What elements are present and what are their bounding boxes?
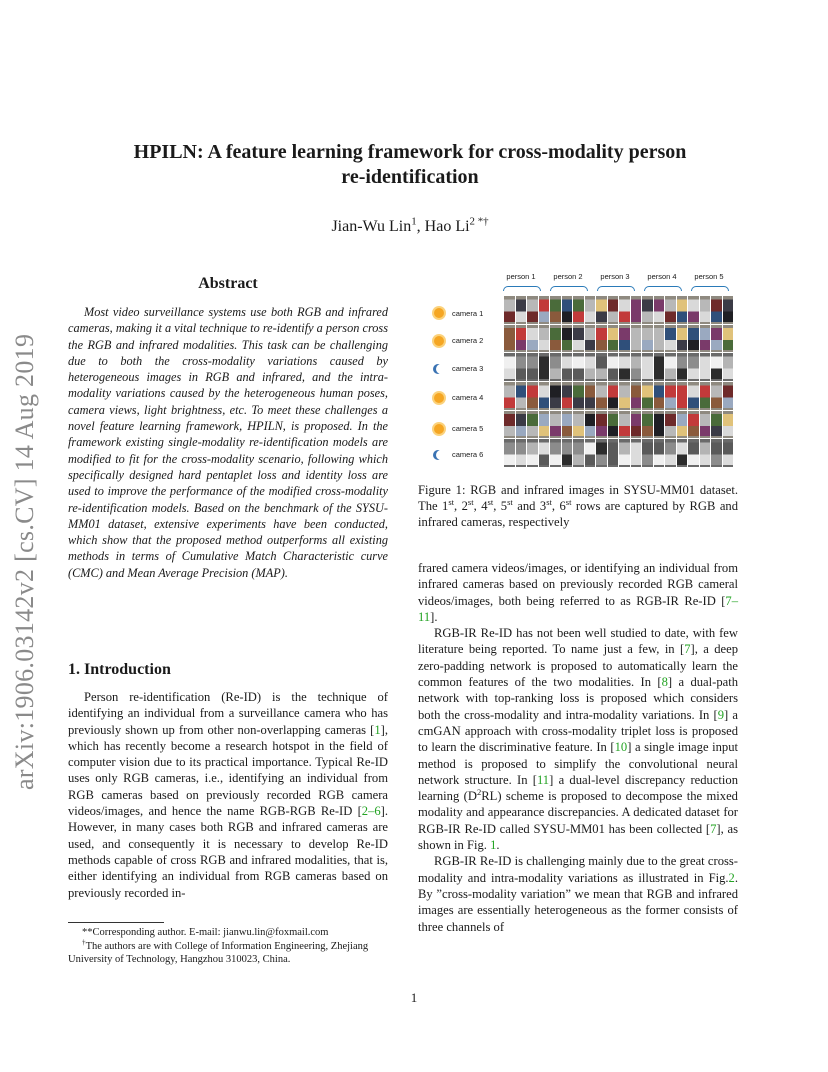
text-run: RL) scheme is proposed to decompose the mixed modality and appearance discrepancies. A dedicated dataset for RGB-IR Re-ID called SYSU-MM01 has been collected [ [418, 789, 738, 836]
person-thumbnail [642, 411, 653, 439]
citation-link[interactable]: 1 [374, 722, 381, 737]
person-thumbnail [504, 296, 515, 324]
text-run: ] a dual-path network with top-ranking loss is proposed which considers both the cross-modality and intra-modality variations. In [ [418, 675, 739, 722]
caption-text: , 4 [473, 499, 488, 513]
person-thumbnail [585, 325, 596, 353]
caption-sup: st [487, 496, 494, 507]
person-thumbnail [677, 439, 688, 467]
camera-label-1: camera 1 [452, 309, 484, 318]
brace-icon [597, 286, 635, 291]
footnote-rule [68, 922, 164, 923]
person-thumbnail [516, 411, 527, 439]
brace-icon [503, 286, 541, 291]
person-thumbnail [677, 411, 688, 439]
abstract-heading: Abstract [198, 275, 258, 292]
caption-text: Figure 1: RGB and infrared images in SYSU-MM01 dataset. The 1 [418, 483, 738, 513]
person-thumbnail [723, 439, 734, 467]
person-thumbnail [516, 325, 527, 353]
person-thumbnail [550, 353, 561, 381]
person-thumbnail [516, 353, 527, 381]
person-thumbnail [688, 382, 699, 410]
person-thumbnail [642, 382, 653, 410]
abstract-text [68, 304, 388, 581]
person-thumbnail [688, 353, 699, 381]
camera-label-4: camera 4 [452, 393, 484, 402]
person-thumbnail [539, 325, 550, 353]
person-thumbnail [585, 411, 596, 439]
person-thumbnail [688, 411, 699, 439]
person-thumbnail [527, 411, 538, 439]
person-thumbnail [665, 411, 676, 439]
intro-part-1: Person re-identification (Re-ID) is the technique of identifying an individual from a surveillance camera who has previously shown up from other non-overlapping cameras [ [68, 690, 388, 737]
text-run: RGB-IR Re-ID is challenging mainly due to the great cross-modality and intra-modality variations as illustrated in Fig. [418, 854, 738, 885]
figure-link[interactable]: 2 [728, 870, 735, 885]
person-thumbnail [723, 382, 734, 410]
person-image-grid [504, 296, 734, 468]
person-thumbnail [562, 382, 573, 410]
person-thumbnail [562, 353, 573, 381]
intro-part-2: ], which has recently become a research hotspot in the field of computer vision due to its practical importance. Typical Re-ID uses only RGB cameras, i.e., identifying an individual from RGB cameras based on previously recorded RGB camera videos/images, and hence the name RGB-RGB Re-ID [ [68, 722, 388, 819]
person-thumbnail [585, 382, 596, 410]
caption-text: rows are captured by RGB and infrared cameras, respectively [418, 499, 739, 529]
person-label-2: person 2 [553, 272, 583, 281]
person-thumbnail [654, 296, 665, 324]
author-separator: , [416, 218, 425, 235]
person-thumbnail [516, 296, 527, 324]
paragraph-continued [418, 560, 738, 625]
person-thumbnail [596, 325, 607, 353]
section-heading: 1. Introduction [68, 661, 171, 678]
person-thumbnail [573, 411, 584, 439]
person-thumbnail [608, 353, 619, 381]
person-label-1: person 1 [506, 272, 536, 281]
text-run: ]. [430, 609, 438, 624]
footnote-2-text: The authors are with College of Information Engineering, Zhejiang University of Technology, Hangzhou 310023, China. [68, 940, 369, 965]
person-thumbnail [539, 296, 550, 324]
person-thumbnail [642, 296, 653, 324]
person-thumbnail [619, 296, 630, 324]
person-thumbnail [642, 353, 653, 381]
person-thumbnail [504, 382, 515, 410]
text-run: ], as shown in Fig. [418, 821, 738, 853]
authors [60, 215, 760, 236]
person-thumbnail [550, 325, 561, 353]
text-run: RGB-IR Re-ID has not been well studied to date, with few literature being reported. To name just a few, in [ [418, 626, 738, 657]
person-thumbnail [654, 325, 665, 353]
right-column-text [418, 560, 738, 935]
caption-text: , 5 [493, 499, 508, 513]
person-thumbnail [573, 296, 584, 324]
person-thumbnail [665, 325, 676, 353]
person-thumbnail [596, 353, 607, 381]
person-thumbnail [631, 296, 642, 324]
text-run: ] a single image input method is proposed to simplify the convolutional neural network structure. In [ [418, 740, 738, 787]
person-thumbnail [619, 382, 630, 410]
caption-sup: st [546, 496, 552, 507]
person-label-5: person 5 [694, 272, 724, 281]
citation-link[interactable]: 8 [661, 675, 668, 690]
person-thumbnail [631, 382, 642, 410]
person-thumbnail [562, 411, 573, 439]
moon-icon [436, 450, 446, 460]
person-thumbnail [550, 411, 561, 439]
text-run: ] a dual-level discrepancy reduction learning (D [418, 772, 739, 804]
person-thumbnail [596, 411, 607, 439]
person-thumbnail [654, 411, 665, 439]
person-thumbnail [596, 382, 607, 410]
person-thumbnail [608, 325, 619, 353]
caption-sup: st [448, 496, 455, 507]
person-thumbnail [677, 325, 688, 353]
person-thumbnail [504, 411, 515, 439]
person-thumbnail [723, 296, 734, 324]
person-thumbnail [504, 353, 515, 381]
person-thumbnail [573, 382, 584, 410]
person-thumbnail [619, 439, 630, 467]
person-thumbnail [608, 296, 619, 324]
caption-sup: st [507, 496, 513, 507]
person-thumbnail [573, 325, 584, 353]
sun-icon [434, 308, 444, 318]
person-thumbnail [619, 325, 630, 353]
person-thumbnail [631, 353, 642, 381]
page-number: 1 [410, 990, 418, 1005]
person-thumbnail [527, 439, 538, 467]
person-thumbnail [562, 296, 573, 324]
person-thumbnail [654, 439, 665, 467]
sun-icon [434, 424, 444, 434]
person-thumbnail [688, 439, 699, 467]
title-line-2: re-identification [341, 166, 479, 188]
person-thumbnail [642, 325, 653, 353]
person-thumbnail [654, 353, 665, 381]
moon-icon [436, 364, 446, 374]
author-1-affiliation: 1 [411, 215, 417, 228]
person-label-4: person 4 [647, 272, 677, 281]
citation-link[interactable]: 11 [536, 772, 550, 787]
person-thumbnail [631, 325, 642, 353]
footnote-2 [68, 940, 388, 967]
person-thumbnail [642, 439, 653, 467]
person-thumbnail [700, 439, 711, 467]
camera-label-2: camera 2 [452, 336, 484, 345]
caption-sup: st [565, 496, 572, 507]
person-thumbnail [665, 439, 676, 467]
person-thumbnail [539, 382, 550, 410]
person-thumbnail [539, 353, 550, 381]
person-thumbnail [700, 353, 711, 381]
person-thumbnail [665, 296, 676, 324]
paper-title [60, 140, 760, 190]
camera-label-3: camera 3 [452, 364, 484, 373]
person-thumbnail [711, 411, 722, 439]
text-run: . By ”cross-modality variation” we mean that RGB and infrared images are essentially heterogeneous as the former consists of three channels of [418, 870, 738, 934]
person-thumbnail [516, 382, 527, 410]
citation-link[interactable]: 7 [710, 821, 717, 836]
person-thumbnail [562, 325, 573, 353]
person-thumbnail [562, 439, 573, 467]
title-line-1: HPILN: A feature learning framework for cross-modality person [133, 141, 687, 163]
person-thumbnail [539, 411, 550, 439]
intro-paragraph [68, 689, 388, 901]
figure-1 [416, 272, 738, 476]
person-thumbnail [550, 382, 561, 410]
citation-link[interactable]: 2–6 [361, 804, 381, 819]
person-thumbnail [711, 353, 722, 381]
paragraph-challenges [418, 853, 738, 934]
text-run: ] a cmGAN approach with cross-modality triplet loss is proposed to learn the discriminative feature. In [ [418, 707, 738, 755]
intro-text [68, 689, 388, 901]
person-thumbnail [573, 353, 584, 381]
person-thumbnail [665, 353, 676, 381]
caption-text: , 2 [454, 499, 468, 513]
citation-link[interactable]: 7 [684, 642, 691, 657]
person-thumbnail [711, 296, 722, 324]
person-thumbnail [711, 439, 722, 467]
sun-icon [434, 336, 444, 346]
person-thumbnail [608, 439, 619, 467]
person-thumbnail [516, 439, 527, 467]
caption-text: , 6 [551, 499, 566, 513]
person-thumbnail [596, 296, 607, 324]
person-thumbnail [688, 296, 699, 324]
person-thumbnail [550, 296, 561, 324]
person-thumbnail [585, 353, 596, 381]
text-run: . [496, 838, 500, 853]
author-1: Jian-Wu Lin [331, 218, 412, 235]
person-thumbnail [654, 382, 665, 410]
camera-label-5: camera 5 [452, 424, 484, 433]
person-thumbnail [665, 382, 676, 410]
person-thumbnail [585, 296, 596, 324]
figure-link[interactable]: 1 [490, 838, 497, 853]
citation-link[interactable]: 7–11 [418, 593, 738, 624]
person-thumbnail [550, 439, 561, 467]
person-thumbnail [527, 353, 538, 381]
intro-part-3: ]. However, in many cases both RGB and infrared cameras are used, and consequently it is necessary to develop Re-ID methods capable of cross RGB and infrared modalities, that is, either identifying an individual from RGB cameras based on previously recorded in- [68, 804, 388, 900]
brace-icon [550, 286, 588, 291]
person-thumbnail [711, 382, 722, 410]
camera-label-6: camera 6 [452, 450, 484, 459]
person-thumbnail [504, 325, 515, 353]
person-thumbnail [723, 411, 734, 439]
brace-icon [644, 286, 682, 291]
person-thumbnail [677, 296, 688, 324]
citation-link[interactable]: 10 [614, 740, 628, 755]
person-thumbnail [700, 382, 711, 410]
paragraph-related-work [418, 625, 738, 853]
person-thumbnail [596, 439, 607, 467]
arxiv-stamp: arXiv:1906.03142v2 [cs.CV] 14 Aug 2019 [10, 333, 39, 790]
person-thumbnail [527, 296, 538, 324]
caption-sup: st [467, 496, 474, 507]
caption-text: and 3 [512, 499, 547, 513]
person-thumbnail [700, 296, 711, 324]
person-thumbnail [573, 439, 584, 467]
figure-caption [418, 482, 738, 530]
sun-icon [434, 393, 444, 403]
person-thumbnail [677, 353, 688, 381]
person-thumbnail [619, 411, 630, 439]
person-thumbnail [711, 325, 722, 353]
person-thumbnail [700, 325, 711, 353]
person-thumbnail [677, 382, 688, 410]
footnote-1: **Corresponding author. E-mail: jianwu.lin@foxmail.com [82, 927, 329, 938]
person-thumbnail [619, 353, 630, 381]
author-2-affiliation: 2 *† [469, 215, 489, 228]
text-run: ], a deep zero-padding network is proposed to automatically learn the common features of the two modalities. In [ [418, 642, 738, 690]
person-thumbnail [723, 325, 734, 353]
author-2: Hao Li [424, 218, 470, 235]
person-thumbnail [608, 411, 619, 439]
person-thumbnail [631, 439, 642, 467]
text-run: frared camera videos/images, or identifying an individual from infrared cameras based on previously recorded RGB cameral videos/images, both being referred to as RGB-IR Re-ID [ [418, 561, 738, 608]
person-thumbnail [608, 382, 619, 410]
footnote-2-mark: † [82, 938, 86, 946]
superscript: 2 [476, 786, 482, 797]
person-thumbnail [631, 411, 642, 439]
person-thumbnail [723, 353, 734, 381]
footnotes [68, 926, 388, 967]
abstract-paragraph: Most video surveillance systems use both RGB and infrared cameras, making it a vital technique to re-identify a person cross the RGB and infrared modalities. This task can be challenging due to both the cross-modality variations caused by heterogeneous images in RGB and infrared, and the intra-modality variations caused by the heterogeneous human poses, camera views, light brightness, etc. To meet these challenges a novel feature learning framework, HPILN, is proposed. In the framework existing single-modality re-identification models are modified to fit for the cross-modality scenario, following which specifically designed hard pentaplet loss and identity loss are used to improve the performance of the modified cross-modality re-identification models. Based on the benchmark of the SYSU-MM01 dataset, extensive experiments have been conducted, which show that the proposed method outperforms all existing methods in terms of Cumulative Match Characteristic curve (CMC) and Mean Average Precision (MAP). [68, 305, 388, 580]
citation-link[interactable]: 9 [717, 707, 725, 722]
person-thumbnail [539, 439, 550, 467]
person-thumbnail [527, 325, 538, 353]
person-thumbnail [527, 382, 538, 410]
person-thumbnail [700, 411, 711, 439]
person-thumbnail [585, 439, 596, 467]
brace-icon [691, 286, 729, 291]
person-thumbnail [504, 439, 515, 467]
person-label-3: person 3 [600, 272, 630, 281]
person-thumbnail [688, 325, 699, 353]
